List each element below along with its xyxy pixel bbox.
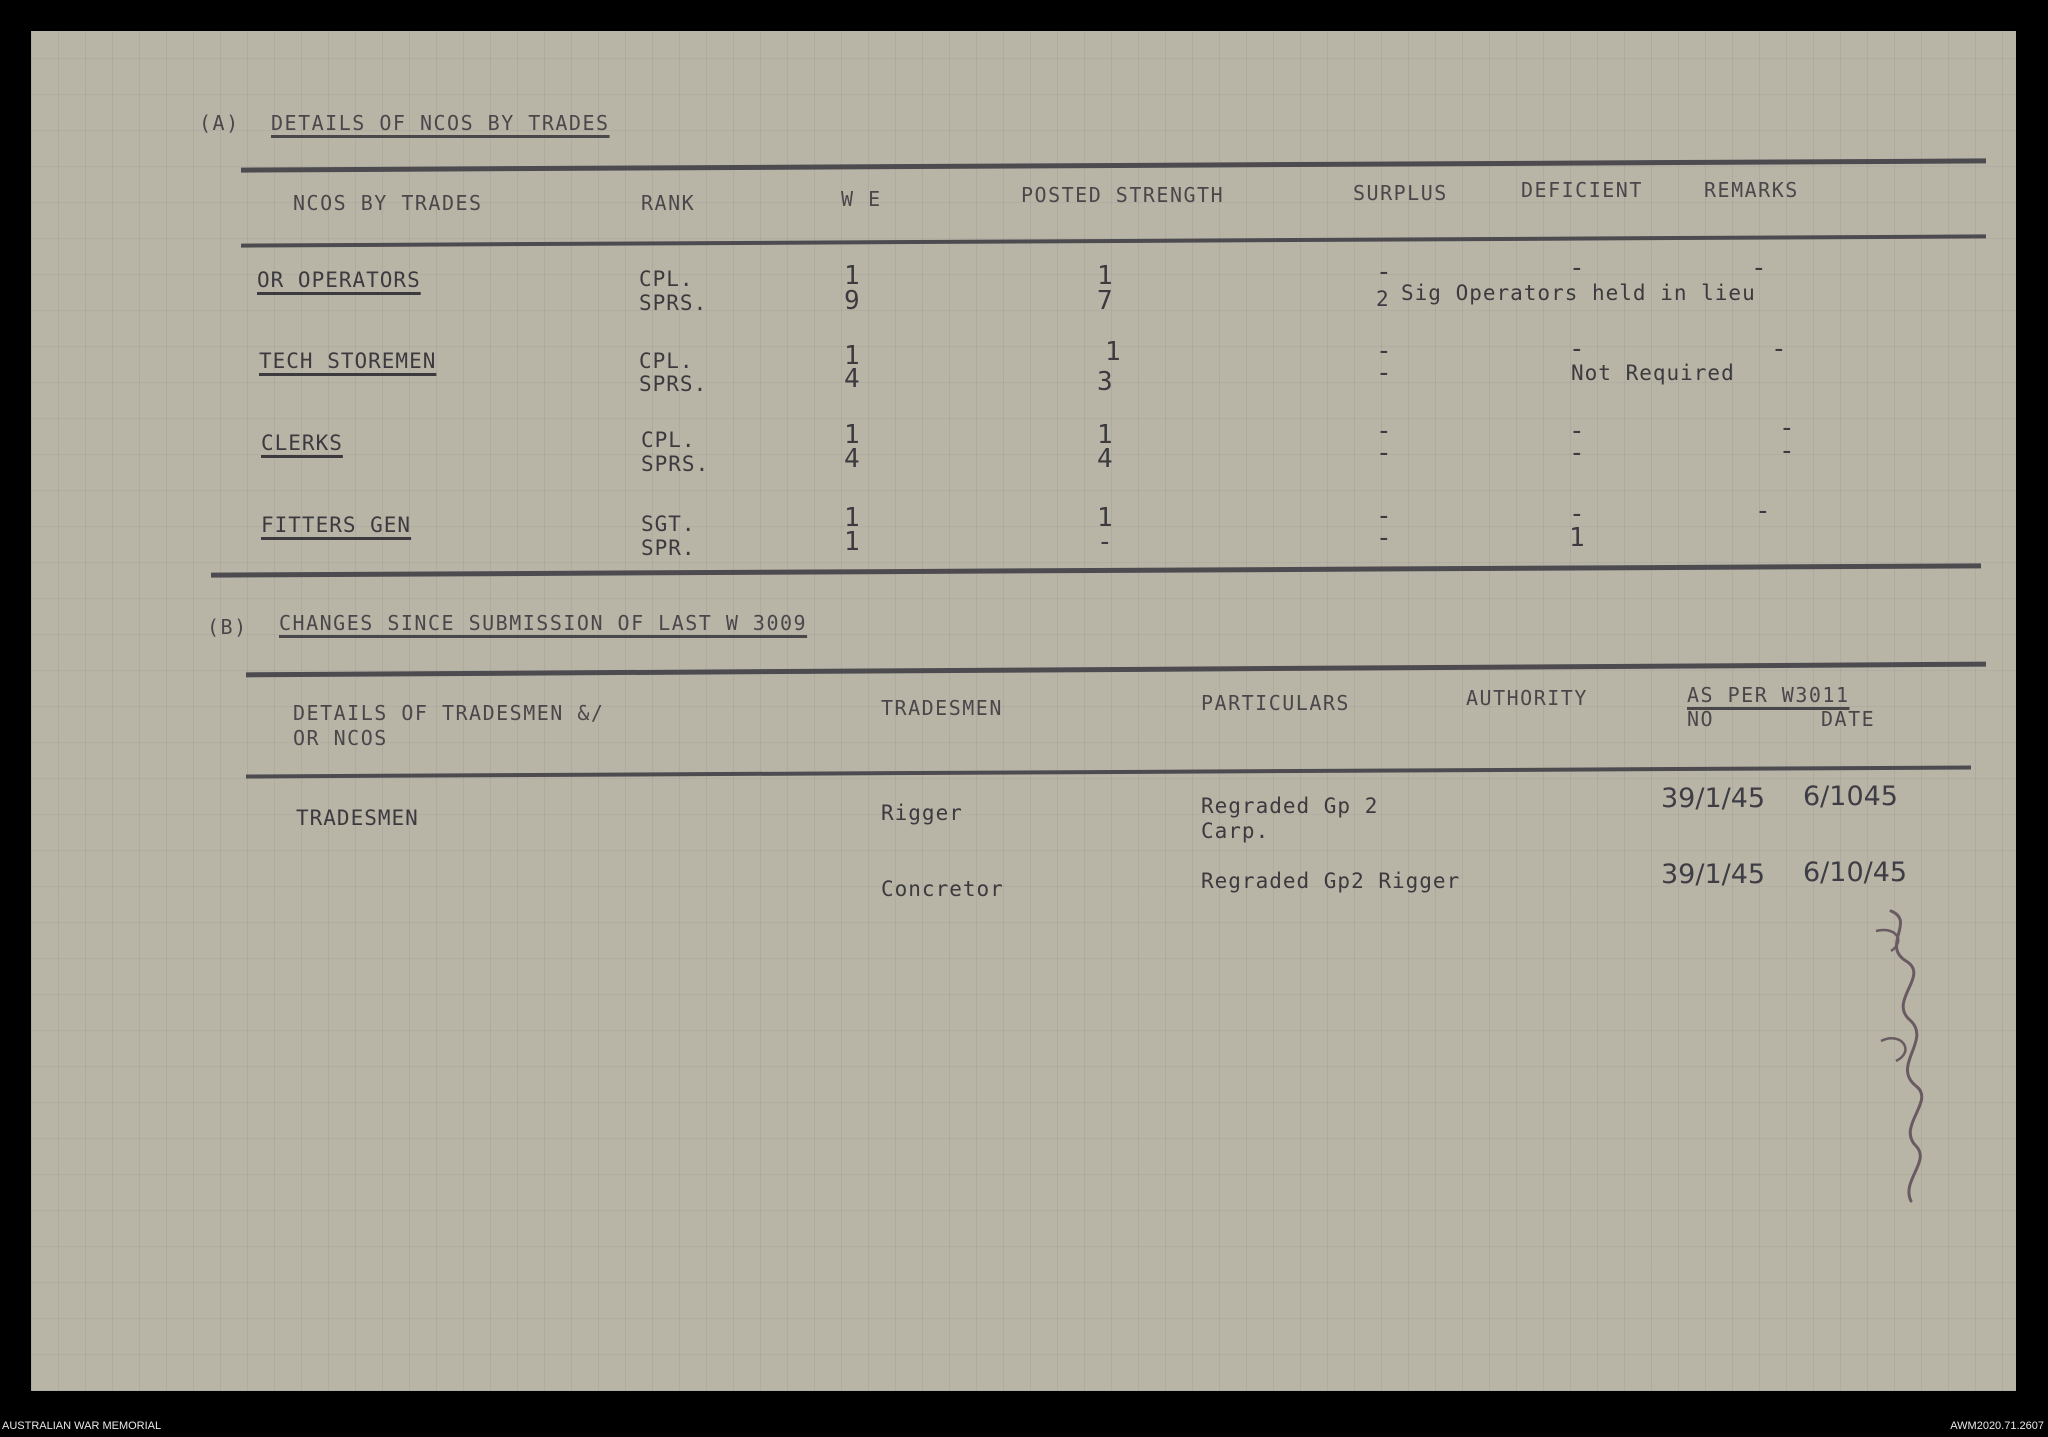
surplus-cell: -: [1376, 438, 1393, 468]
authority-date-cell: 6/1045: [1803, 781, 1898, 812]
remarks-cell: -: [1755, 496, 1772, 526]
header-authority: AUTHORITY: [1466, 686, 1588, 710]
surplus-cell: -: [1376, 336, 1393, 366]
surplus-cell: -: [1376, 501, 1393, 531]
tradesmen-cell: Concretor: [881, 877, 1004, 901]
deficient-cell: -: [1569, 438, 1586, 468]
posted-cell: -: [1097, 527, 1114, 557]
we-cell: 4: [844, 444, 861, 474]
section-b-top-rule: [246, 662, 1986, 678]
remarks-cell: -: [1779, 413, 1796, 443]
we-cell: 1: [844, 261, 861, 291]
authority-no-cell: 39/1/45: [1661, 783, 1766, 814]
section-a-top-rule: [241, 158, 1986, 172]
deficient-cell: 1: [1569, 523, 1586, 553]
posted-cell: 4: [1097, 444, 1114, 474]
surplus-cell: -: [1376, 416, 1393, 446]
posted-cell: 1: [1097, 261, 1114, 291]
posted-cell: 7: [1097, 286, 1114, 316]
particulars-cell-line2: Carp.: [1201, 819, 1270, 843]
footer-left: AUSTRALIAN WAR MEMORIAL: [2, 1420, 162, 1432]
posted-cell: 1: [1097, 503, 1114, 533]
section-a-title: DETAILS OF NCOS BY TRADES: [271, 111, 610, 135]
authority-date-cell: 6/10/45: [1803, 857, 1908, 888]
trade-tech-storemen: TECH STOREMEN: [259, 349, 437, 373]
header-surplus: SURPLUS: [1353, 181, 1448, 205]
deficient-cell: -: [1569, 416, 1586, 446]
we-cell: 1: [844, 341, 861, 371]
header-date: DATE: [1821, 707, 1876, 731]
header-tradesmen: TRADESMEN: [881, 696, 1003, 720]
header-as-per: AS PER W3011: [1687, 683, 1850, 707]
header-no: NO: [1687, 707, 1715, 731]
header-posted-strength: POSTED STRENGTH: [1021, 183, 1225, 207]
we-cell: 4: [844, 364, 861, 394]
header-deficient: DEFICIENT: [1521, 178, 1643, 202]
section-b-title: CHANGES SINCE SUBMISSION OF LAST W 3009: [279, 611, 808, 635]
surplus-cell: -: [1376, 358, 1393, 388]
surplus-cell: -: [1376, 257, 1393, 287]
remarks-cell: -: [1771, 334, 1788, 364]
footer-right: AWM2020.71.2607: [1950, 1420, 2044, 1432]
remarks-cell: Sig Operators held in lieu: [1401, 281, 1756, 305]
rank-cell: SPRS.: [641, 452, 710, 476]
document-page: [31, 31, 2016, 1391]
trade-fitters-gen: FITTERS GEN: [261, 513, 412, 537]
deficient-cell: -: [1569, 499, 1586, 529]
we-cell: 1: [844, 420, 861, 450]
rank-cell: SPR.: [641, 536, 696, 560]
posted-cell: 1: [1097, 420, 1114, 450]
posted-cell: 3: [1097, 367, 1114, 397]
we-cell: 9: [844, 286, 861, 316]
header-particulars: PARTICULARS: [1201, 691, 1350, 715]
deficient-cell: -: [1569, 334, 1586, 364]
remarks-cell: -: [1779, 436, 1796, 466]
section-b-header-rule: [246, 765, 1971, 778]
remarks-cell: -: [1751, 253, 1768, 283]
rank-cell: CPL.: [639, 349, 694, 373]
trade-or-operators: OR OPERATORS: [257, 268, 421, 292]
surplus-cell: 2: [1376, 287, 1390, 311]
authority-no-cell: 39/1/45: [1661, 859, 1766, 890]
header-rank: RANK: [641, 191, 696, 215]
remarks-cell: Not Required: [1571, 361, 1735, 385]
trade-clerks: CLERKS: [261, 431, 343, 455]
posted-cell: 1: [1105, 337, 1122, 367]
handwritten-signature: [1861, 891, 1941, 1221]
details-cell: TRADESMEN: [296, 806, 419, 830]
header-remarks: REMARKS: [1704, 178, 1799, 202]
we-cell: 1: [844, 527, 861, 557]
header-details-line2: OR NCOS: [293, 726, 388, 750]
rank-cell: SPRS.: [639, 372, 708, 396]
tradesmen-cell: Rigger: [881, 801, 963, 825]
header-details: DETAILS OF TRADESMEN &/: [293, 701, 605, 725]
rank-cell: CPL.: [641, 428, 696, 452]
rank-cell: SPRS.: [639, 291, 708, 315]
we-cell: 1: [844, 503, 861, 533]
section-a-bottom-rule: [211, 563, 1981, 577]
deficient-cell: -: [1569, 253, 1586, 283]
header-we: W E: [841, 187, 882, 211]
rank-cell: CPL.: [639, 267, 694, 291]
section-b-marker: (B): [207, 615, 248, 639]
rank-cell: SGT.: [641, 512, 696, 536]
section-a-header-rule: [241, 234, 1986, 247]
particulars-cell: Regraded Gp2 Rigger: [1201, 869, 1461, 893]
section-a-marker: (A): [199, 111, 240, 135]
surplus-cell: -: [1376, 523, 1393, 553]
particulars-cell: Regraded Gp 2: [1201, 794, 1379, 818]
header-ncos-by-trades: NCOS BY TRADES: [293, 191, 483, 215]
